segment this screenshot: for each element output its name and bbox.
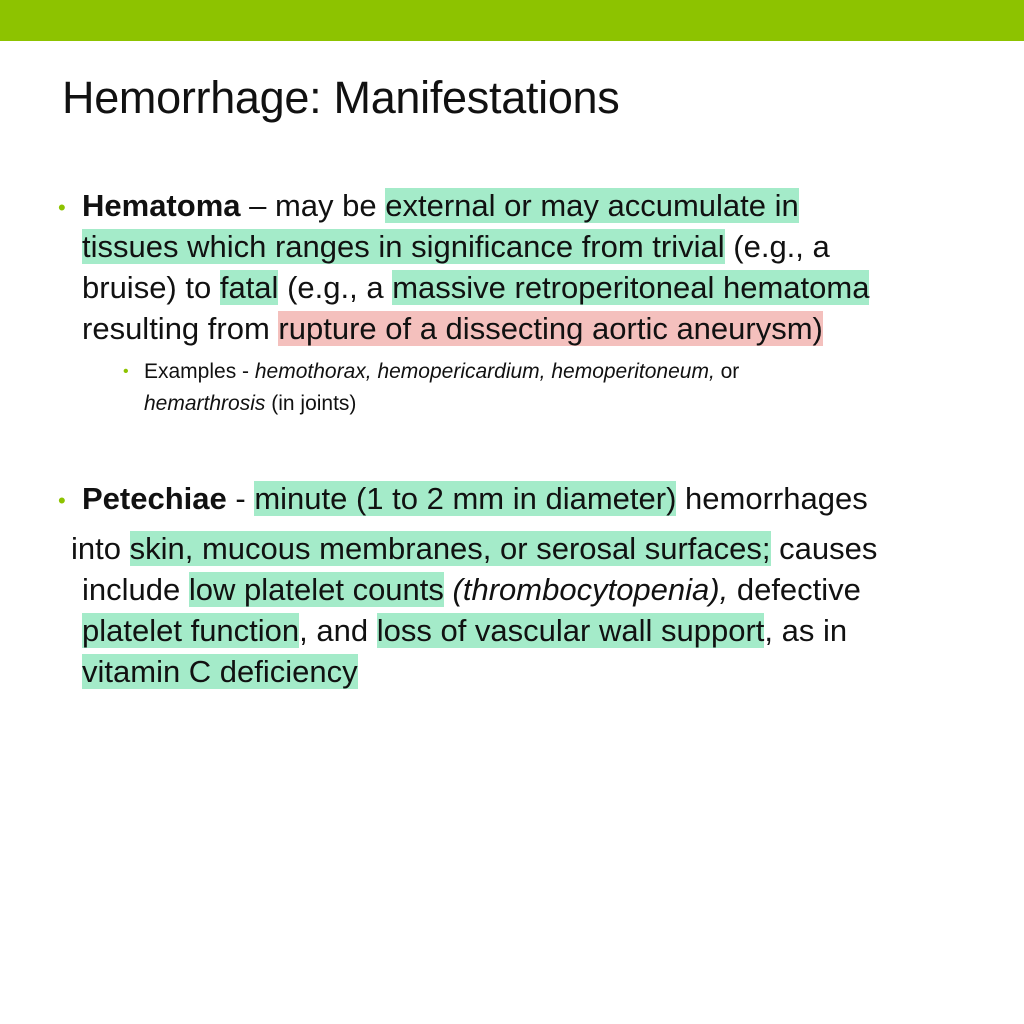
hematoma-term: Hematoma bbox=[82, 188, 241, 223]
petechiae-text: causes bbox=[770, 531, 878, 566]
petechiae-text: , as in bbox=[764, 613, 848, 648]
hematoma-text: resulting from bbox=[82, 311, 279, 346]
petechiae-text: - bbox=[226, 481, 255, 516]
petechiae-text bbox=[444, 572, 453, 607]
hematoma-line-1 bbox=[82, 188, 799, 224]
petechiae-text: , and bbox=[299, 613, 377, 648]
highlight-green: tissues which ranges in significance from trivial bbox=[82, 229, 725, 264]
slide-title: Hemorrhage: Manifestations bbox=[62, 72, 620, 123]
highlight-green: platelet function bbox=[82, 613, 300, 648]
highlight-green: fatal bbox=[219, 270, 279, 305]
accent-bar bbox=[0, 0, 1024, 41]
petechiae-text: into bbox=[71, 531, 130, 566]
hematoma-text: (e.g., a bbox=[724, 229, 830, 264]
highlight-green: skin, mucous membranes, or serosal surfaces; bbox=[129, 531, 771, 566]
hematoma-text: (e.g., a bbox=[278, 270, 393, 305]
highlight-green: external or may accumulate in bbox=[385, 188, 799, 223]
petechiae-text: defective bbox=[728, 572, 861, 607]
petechiae-line-2 bbox=[71, 531, 877, 567]
petechiae-line-1 bbox=[82, 481, 868, 517]
highlight-red: rupture of a dissecting aortic aneurysm) bbox=[278, 311, 823, 346]
bullet-dot-icon: • bbox=[58, 195, 66, 220]
highlight-green: minute (1 to 2 mm in diameter) bbox=[254, 481, 677, 516]
highlight-green: massive retroperitoneal hematoma bbox=[392, 270, 870, 305]
examples-text: or bbox=[714, 360, 740, 383]
examples-text: Examples - bbox=[144, 360, 255, 383]
highlight-green: loss of vascular wall support bbox=[376, 613, 765, 648]
bullet-dot-icon: • bbox=[123, 363, 129, 380]
petechiae-term: Petechiae bbox=[82, 481, 227, 516]
hematoma-line-3 bbox=[82, 270, 869, 306]
hematoma-line-2 bbox=[82, 229, 830, 265]
hematoma-text: bruise) to bbox=[82, 270, 220, 305]
petechiae-italic: (thrombocytopenia), bbox=[452, 572, 729, 607]
highlight-green: low platelet counts bbox=[188, 572, 444, 607]
examples-text: (in joints) bbox=[265, 392, 357, 415]
examples-line-1 bbox=[144, 359, 739, 385]
bullet-dot-icon: • bbox=[58, 488, 66, 513]
petechiae-line-4 bbox=[82, 613, 847, 649]
hematoma-line-4 bbox=[82, 311, 823, 347]
examples-italic: hemothorax, hemopericardium, hemoperitoneum, bbox=[254, 360, 715, 383]
hematoma-text: – may be bbox=[240, 188, 386, 223]
petechiae-text: hemorrhages bbox=[676, 481, 868, 516]
petechiae-line-5 bbox=[82, 654, 358, 690]
petechiae-line-3 bbox=[82, 572, 861, 608]
examples-line-2 bbox=[144, 391, 356, 417]
examples-italic: hemarthrosis bbox=[144, 392, 266, 415]
highlight-green: vitamin C deficiency bbox=[82, 654, 358, 689]
petechiae-text: include bbox=[82, 572, 189, 607]
